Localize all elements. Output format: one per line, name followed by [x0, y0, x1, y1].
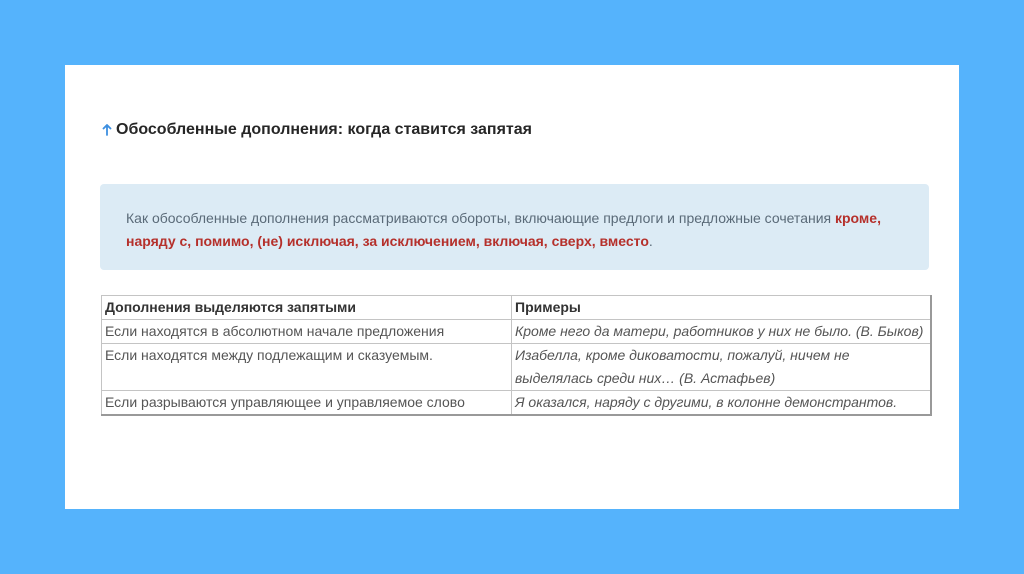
table-header-row	[102, 296, 931, 320]
note-highlight: кроме, наряду с, помимо, (не) исключая, за исключением, включая, сверх, вместо	[126, 210, 881, 249]
content-card	[65, 65, 959, 509]
rule-cell: Если находятся в абсолютном начале предложения	[102, 320, 512, 344]
section-heading	[101, 121, 532, 139]
info-note	[100, 184, 929, 270]
rule-cell: Если находятся между подлежащим и сказуемым.	[102, 344, 512, 391]
example-cell: Я оказался, наряду с другими, в колонне демонстрантов.	[512, 391, 931, 416]
table-row	[102, 344, 931, 391]
example-cell: Изабелла, кроме диковатости, пожалуй, ничем не выделялась среди них… (В. Астафьев)	[512, 344, 931, 391]
rule-cell: Если разрываются управляющее и управляемое слово	[102, 391, 512, 416]
rules-table	[101, 295, 932, 416]
section-title: Обособленные дополнения: когда ставится запятая	[116, 121, 532, 138]
note-text-end: .	[648, 233, 653, 249]
table-row	[102, 320, 931, 344]
example-cell: Кроме него да матери, работников у них не было. (В. Быков)	[512, 320, 931, 344]
arrow-up-icon[interactable]	[101, 123, 113, 137]
table-row	[102, 391, 931, 416]
column-header-rule: Дополнения выделяются запятыми	[102, 296, 512, 320]
column-header-examples: Примеры	[512, 296, 931, 320]
note-text: Как обособленные дополнения рассматриваются обороты, включающие предлоги и предложные сочетания	[126, 210, 835, 226]
